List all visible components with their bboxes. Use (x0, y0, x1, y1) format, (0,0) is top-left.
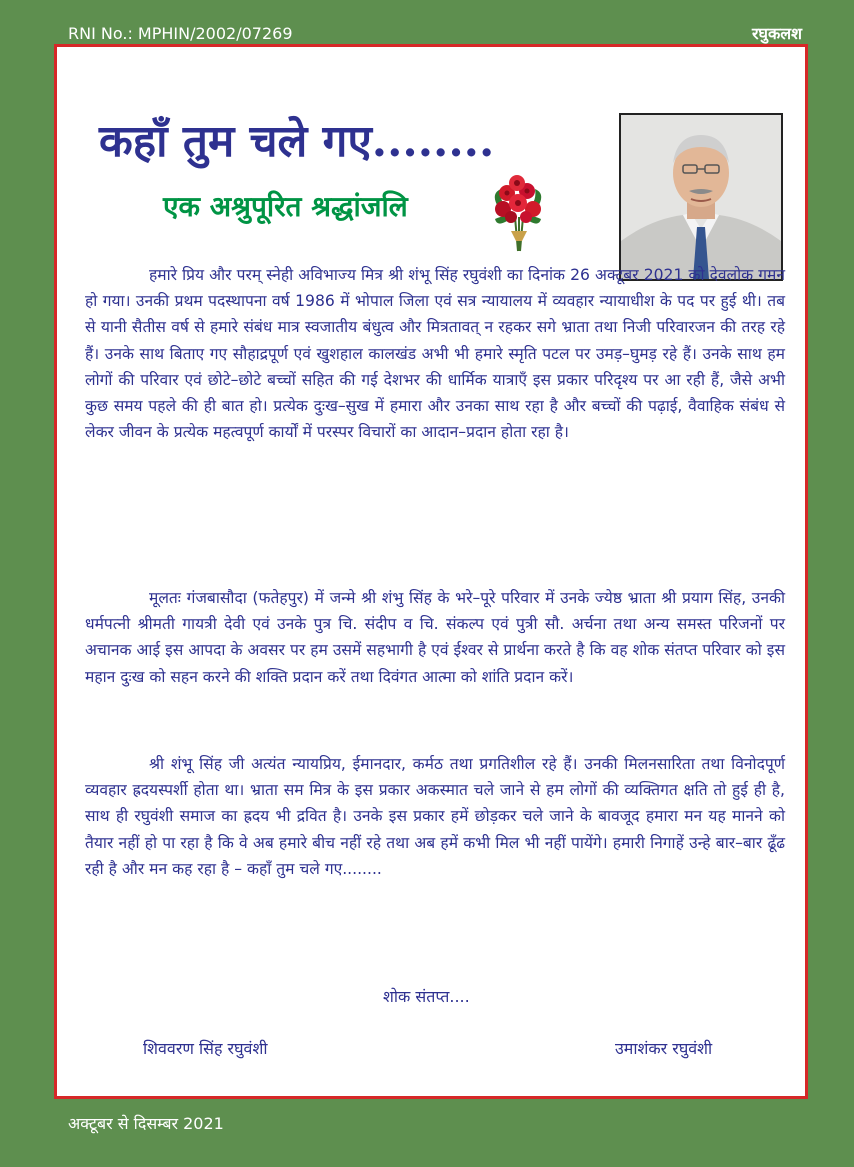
rni-number: RNI No.: MPHIN/2002/07269 (68, 24, 293, 43)
portrait-photo (619, 113, 783, 281)
page-subtitle: एक अश्रुपूरित श्रद्धांजलि (163, 190, 408, 223)
paragraph-2: मूलतः गंजबासौदा (फतेहपुर) में जन्मे श्री शंभु सिंह के भरे–पूरे परिवार में उनके ज्येष्ठ भ्राता श्री प्रयाग सिंह, उनकी धर्मपत्नी श्रीमती गायत्री देवी एवं उनके पुत्र चि. संदीप व चि. संकल्प एवं पुत्री सौ. अर्चना तथा अन्य समस्त परिजनों पर अचानक आई इस आपदा के अवसर पर हम उसमें सहभागी है एवं ईश्वर से प्रार्थना करते है कि वह शोक संतप्त परिवार को इस महान दुःख को सहन करने की शक्ति प्रदान करें तथा दिवंगत आत्मा को शांति प्रदान करें। (85, 589, 785, 686)
signatory-left: शिववरण सिंह रघुवंशी (143, 1039, 268, 1058)
tribute-panel (54, 44, 808, 1099)
paragraph-1: हमारे प्रिय और परम् स्नेही अविभाज्य मित्र श्री शंभू सिंह रघुवंशी का दिनांक 26 अक्टूबर 2021 को देवलोक गमन हो गया। उनकी प्रथम पदस्थापना वर्ष 1986 में भोपाल जिला एवं सत्र न्यायालय में व्यवहार न्यायाधीश के पद पर हुई थी। तब से यानी सैतीस वर्ष से हमारे संबंध मात्र स्वजातीय बंधुत्व और मित्रतावत् न रहकर सगे भ्राता तथा निजी परिवारजन की तरह रहे हैं। उनके साथ बिताए गए सौहाद्रपूर्ण एवं खुशहाल कालखंड अभी भी हमारे स्मृति पटल पर उमड़–घुमड़ रहे हैं। उनके साथ हम लोगों की परिवार एवं छोटे–छोटे बच्चों सहित की गई देशभर की धार्मिक यात्राएँ इस प्रकार परिदृश्य पर आ रही हैं, जैसे अभी कुछ समय पहले की ही बात हो। प्रत्येक दुःख–सुख में हमारा और उनका साथ रहा है और बच्चों की पढ़ाई, वैवाहिक संबंध से लेकर जीवन के प्रत्येक महत्वपूर्ण कार्यों में परस्पर विचारों का आदान–प्रदान होता रहा है। (85, 266, 785, 442)
issue-date: अक्टूबर से दिसम्बर 2021 (68, 1114, 224, 1133)
page-title: कहाँ तुम चले गए........ (99, 116, 495, 167)
rose-bouquet-icon (489, 171, 547, 255)
closing-line: शोक संतप्त.... (383, 987, 470, 1006)
paragraph-3: श्री शंभू सिंह जी अत्यंत न्यायप्रिय, ईमानदार, कर्मठ तथा प्रगतिशील रहे हैं। उनकी मिलनसारिता तथा विनोदपूर्ण व्यवहार ह्रदयस्पर्शी होता था। भ्राता सम मित्र के इस प्रकार अकस्मात चले जाने से हम लोगों की व्यक्तिगत क्षति तो हुई ही है, साथ ही रघुवंशी समाज का ह्रदय भी द्रवित है। उनके इस प्रकार हमें छोड़कर चले जाने के बावजूद हमारा मन यह मानने को तैयार नहीं हो पा रहा है कि वे अब हमारे बीच नहीं रहे तथा अब हमें कभी मिल भी नहीं पायेंगे। हमारी निगाहें उन्हे बार–बार ढूँढ रही है और मन कह रहा है – कहाँ तुम चले गए........ (85, 755, 785, 878)
signatory-right: उमाशंकर रघुवंशी (615, 1039, 713, 1058)
magazine-name: रघुकलश (751, 24, 802, 43)
